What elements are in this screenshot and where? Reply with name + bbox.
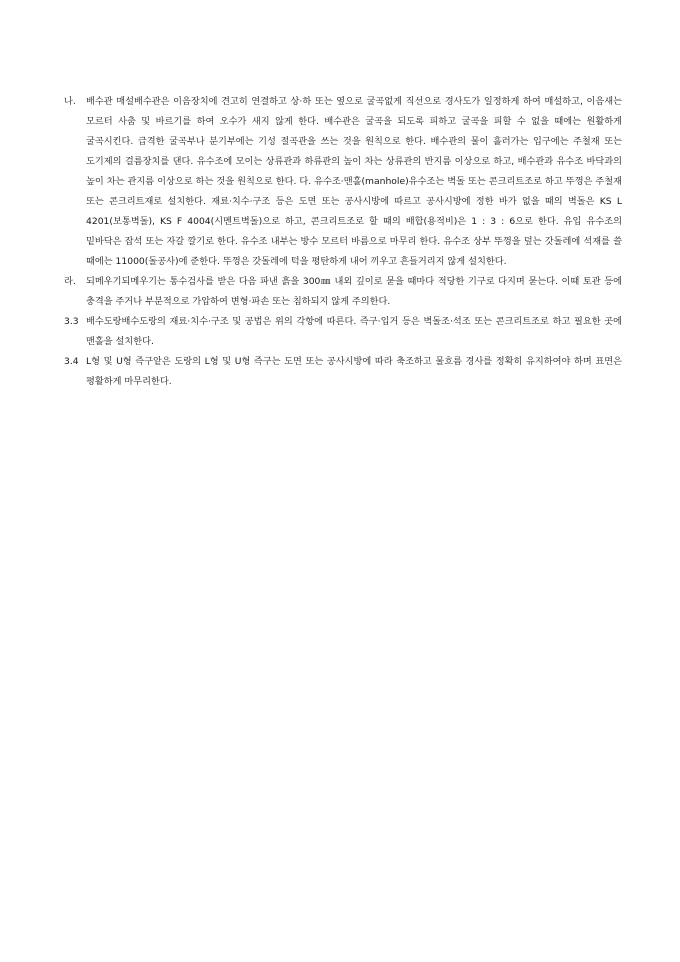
section-3-4	[64, 352, 622, 392]
section-marker: 3.4	[64, 356, 79, 367]
section-na	[64, 92, 622, 272]
section-3-3	[64, 312, 622, 352]
section-marker: 나.	[64, 96, 76, 107]
section-text: L형 및 U형 즉구앝은 도랑의 L형 및 U형 즉구는 도면 또는 공사시방에 따라 축조하고 물흐름 경사를 정확히 유지하여야 하며 표면은 평활하게 마무리한다.	[86, 356, 622, 387]
section-text: 배수도랑배수도랑의 재료·치수·구조 및 공법은 위의 각항에 따른다. 즉구·입거 등은 벽돌조·석조 또는 콘크리트조로 하고 필요한 곳에 맨홀을 설치한다.	[86, 316, 622, 347]
section-text: 되메우기되메우기는 통수검사를 받은 다음 파낸 흙을 300㎜ 내외 깊이로 묻을 때마다 적당한 기구로 다지며 묻는다. 이때 토관 등에 충격을 주거나 부분적으로 가압하여 변형·파손 또는 침하되지 않게 주의한다.	[86, 276, 622, 307]
section-marker: 3.3	[64, 316, 79, 327]
section-ra	[64, 272, 622, 312]
section-marker: 라.	[64, 276, 76, 287]
section-text: 배수관 매설배수관은 이음장치에 견고히 연결하고 상·하 또는 옆으로 굴곡없게 직선으로 경사도가 일정하게 하여 매설하고, 이음새는 모르터 사춤 및 바르기를 하여 오수가 새지 않게 한다. 배수관은 굴곡을 되도록 피하고 굴곡을 피할 수 없을 때에는 원활하게 굴곡시킨다. 급격한 굴곡부나 분기부에는 기성 절곡관을 쓰는 것을 원칙으로 한다. 배수관의 물이 흘러가는 입구에는 주철재 또는 도기제의 걸름장치를 댄다. 유수조에 모이는 상류관과 하류관의 높이 차는 상류관의 반지름 이상으로 하고, 배수관과 유수조 바닥과의 높이 차는 관지름 이상으로 하는 것을 원칙으로 한다. 다. 유수조·맨홀(manhole)유수조는 벽돌 또는 콘크리트조로 하고 뚜껑은 주철재 또는 콘크리트재로 설치한다. 재료·치수·구조 등은 도면 또는 공사시방에 따르고 공사시방에 정한 바가 없을 때의 벽돌은 KS L 4201(보통벽돌), KS F 4004(시멘트벽돌)으로 하고, 콘크리트조로 할 때의 배합(용적비)은 1 : 3 : 6으로 한다. 유입 유수조의 밑바닥은 잡석 또는 자갈 깔기로 한다. 유수조 내부는 방수 모르터 바름으로 마무리 한다. 유수조 상부 뚜껑을 덮는 갓돌레에 석재를 쓸 때에는 11000(돌공사)에 준한다. 뚜껑은 갓돌레에 턱을 평탄하게 내어 끼우고 흔들거리지 않게 설치한다.	[86, 96, 622, 267]
